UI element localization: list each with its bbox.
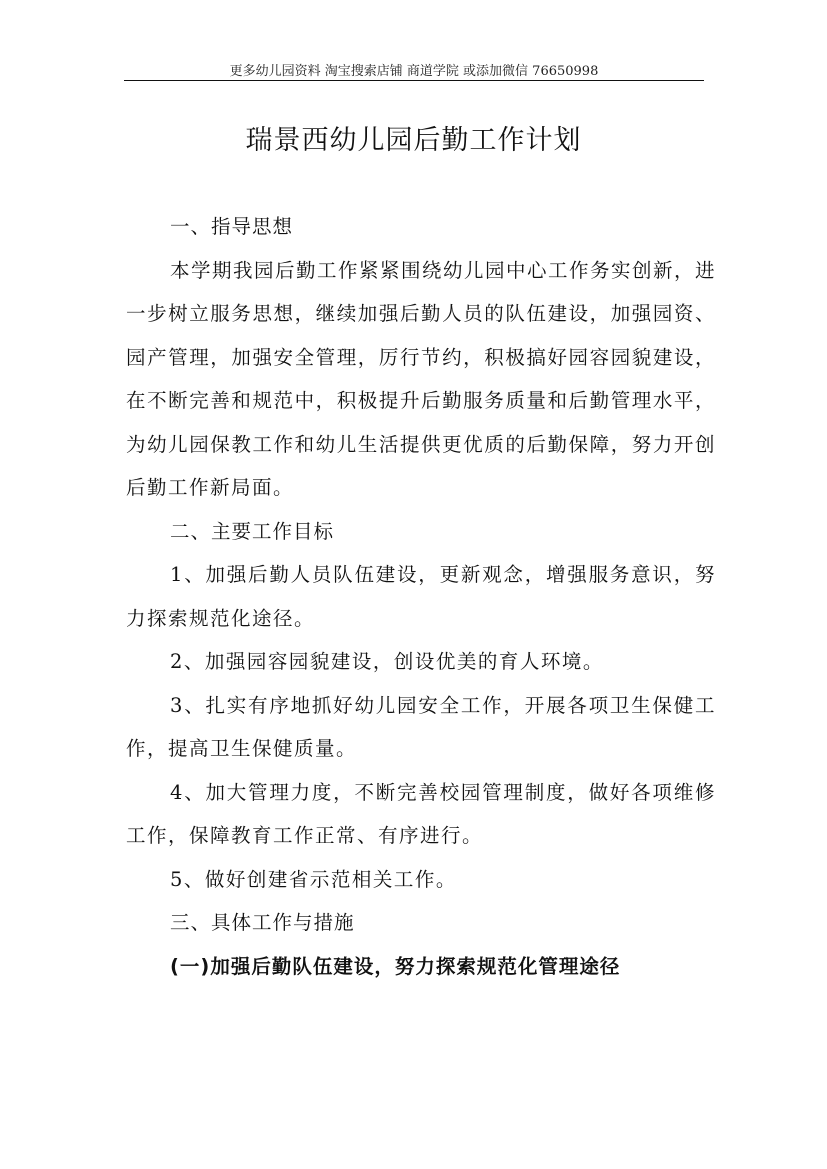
section-heading-guiding-ideology: 一、指导思想 <box>170 215 294 238</box>
document-body <box>126 205 716 988</box>
goal-item-2: 2、加强园容园貌建设，创设优美的育人环境。 <box>170 650 604 673</box>
goal-item-1: 1、加强后勤人员队伍建设，更新观念，增强服务意识，努力探索规范化途径。 <box>126 563 716 630</box>
header-divider <box>124 80 704 81</box>
paragraph-guiding-ideology: 本学期我园后勤工作紧紧围绕幼儿园中心工作务实创新，进一步树立服务思想，继续加强后勤人员的队伍建设，加强园资、园产管理，加强安全管理，厉行节约，积极搞好园容园貌建设，在不断完善和规范中，积极提升后勤服务质量和后勤管理水平，为幼儿园保教工作和幼儿生活提供更优质的后勤保障，努力开创后勤工作新局面。 <box>126 258 717 499</box>
section-heading-measures: 三、具体工作与措施 <box>170 911 355 934</box>
goal-item-5: 5、做好创建省示范相关工作。 <box>170 867 457 891</box>
page-header: 更多幼儿园资料 淘宝搜索店铺 商道学院 或添加微信 76650998 <box>229 64 599 79</box>
subsection-heading-team-building: (一)加强后勤队伍建设，努力探索规范化管理途径 <box>170 954 621 978</box>
goal-item-4: 4、加大管理力度，不断完善校园管理制度，做好各项维修工作，保障教育工作正常、有序进行。 <box>126 780 716 847</box>
document-title: 瑞景西幼儿园后勤工作计划 <box>245 125 582 156</box>
section-heading-main-goals: 二、主要工作目标 <box>170 519 335 543</box>
goal-item-3: 3、扎实有序地抓好幼儿园安全工作，开展各项卫生保健工作，提高卫生保健质量。 <box>126 693 716 760</box>
